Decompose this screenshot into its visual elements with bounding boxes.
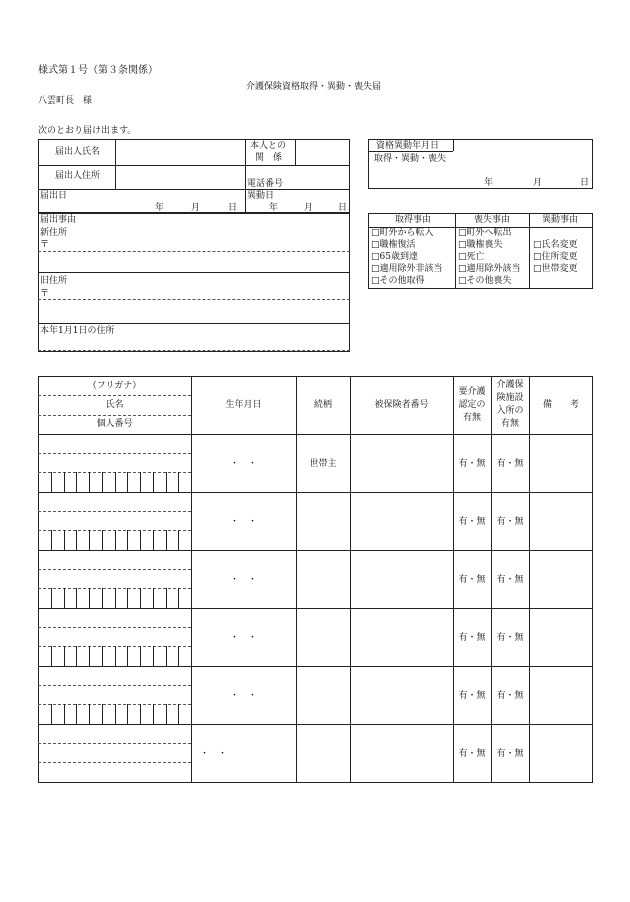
- remarks-header: 備 考: [542, 400, 579, 410]
- care-cert-header: 有無: [462, 413, 481, 423]
- relation-field[interactable]: [296, 140, 349, 164]
- acquire-option[interactable]: □65歳到達: [371, 252, 418, 262]
- change-option[interactable]: □氏名変更: [533, 240, 578, 250]
- loss-option[interactable]: □死亡: [458, 252, 485, 262]
- id-number-field[interactable]: [38, 473, 191, 491]
- furigana-field[interactable]: [38, 725, 191, 742]
- care-cert-toggle[interactable]: 有・無: [458, 575, 486, 585]
- remarks-field[interactable]: [530, 435, 592, 491]
- form-title: 介護保険資格取得・異動・喪失届: [246, 82, 382, 92]
- applicant-address-label: 届出人住所: [55, 171, 101, 181]
- report-month: 月: [191, 203, 201, 213]
- birth-date-field[interactable]: ・ ・: [230, 517, 258, 527]
- id-header: 個人番号: [96, 419, 133, 429]
- report-year: 年: [155, 203, 165, 213]
- insured-number-field[interactable]: [351, 435, 452, 491]
- furigana-field[interactable]: [38, 609, 191, 626]
- phone-label: 電話番号: [247, 179, 284, 189]
- id-number-field[interactable]: [38, 531, 191, 549]
- applicant-address-field[interactable]: [116, 166, 244, 188]
- addressee: 八雲町長 様: [38, 96, 93, 106]
- facility-toggle[interactable]: 有・無: [496, 749, 524, 759]
- jan1-address-label: 本年1月1日の住所: [40, 326, 115, 336]
- facility-toggle[interactable]: 有・無: [496, 575, 524, 585]
- remarks-field[interactable]: [530, 493, 592, 549]
- birth-date-field[interactable]: ・ ・: [230, 691, 258, 701]
- relation-label-2: 関 係: [255, 153, 283, 163]
- new-address-label: 新住所: [40, 228, 68, 238]
- facility-header: 険施設: [496, 393, 524, 403]
- furigana-field[interactable]: [38, 493, 191, 510]
- birth-date-field[interactable]: ・ ・: [230, 633, 258, 643]
- change-date-label: 異動日: [247, 191, 275, 201]
- applicant-name-field[interactable]: [116, 140, 244, 164]
- loss-header: 喪失事由: [474, 215, 511, 225]
- report-date-label: 届出日: [40, 191, 68, 201]
- new-postal-mark: 〒: [40, 240, 50, 250]
- furigana-field[interactable]: [38, 667, 191, 684]
- acquire-option[interactable]: □職権復活: [371, 240, 416, 250]
- old-postal-mark: 〒: [40, 289, 50, 299]
- care-cert-header: 認定の: [458, 400, 486, 410]
- phone-field[interactable]: [296, 166, 349, 188]
- care-cert-toggle[interactable]: 有・無: [458, 459, 486, 469]
- id-number-field[interactable]: [38, 705, 191, 723]
- name-header: 氏名: [105, 400, 124, 410]
- name-field[interactable]: [38, 686, 191, 703]
- insured-number-field[interactable]: [351, 493, 452, 549]
- change-option[interactable]: □世帯変更: [533, 264, 578, 274]
- facility-toggle[interactable]: 有・無: [496, 691, 524, 701]
- relation-field[interactable]: 世帯主: [309, 459, 337, 469]
- jan1-address-field[interactable]: [40, 338, 348, 350]
- loss-option[interactable]: □職権喪失: [458, 240, 503, 250]
- qualification-day: 日: [580, 178, 590, 188]
- id-number-field[interactable]: [38, 589, 191, 607]
- old-address-field[interactable]: [52, 288, 348, 322]
- new-address-field[interactable]: [52, 239, 348, 271]
- acquire-option[interactable]: □町外から転入: [371, 228, 434, 238]
- change-option[interactable]: □住所変更: [533, 252, 578, 262]
- care-cert-toggle[interactable]: 有・無: [458, 749, 486, 759]
- name-field[interactable]: [38, 628, 191, 645]
- birth-header: 生年月日: [225, 400, 262, 410]
- change-month: 月: [304, 203, 314, 213]
- care-cert-toggle[interactable]: 有・無: [458, 633, 486, 643]
- name-field[interactable]: [38, 512, 191, 529]
- furigana-header: （フリガナ）: [87, 381, 142, 391]
- furigana-field[interactable]: [38, 551, 191, 568]
- remarks-field[interactable]: [530, 667, 592, 723]
- name-field[interactable]: [38, 744, 191, 761]
- loss-option[interactable]: □適用除外該当: [458, 264, 521, 274]
- name-field[interactable]: [38, 570, 191, 587]
- applicant-name-label: 届出人氏名: [55, 147, 101, 157]
- change-header: 異動事由: [542, 215, 579, 225]
- loss-option[interactable]: □町外へ転出: [458, 228, 512, 238]
- qualification-label: 資格異動年月日: [376, 141, 440, 151]
- remarks-field[interactable]: [530, 725, 592, 781]
- care-cert-header: 要介護: [458, 387, 486, 397]
- report-day: 日: [228, 203, 238, 213]
- insured-number-field[interactable]: [351, 551, 452, 607]
- qualification-sub-label: 取得・異動・喪失: [374, 154, 447, 164]
- insured-number-field[interactable]: [351, 667, 452, 723]
- change-day: 日: [338, 203, 348, 213]
- insured-number-field[interactable]: [351, 609, 452, 665]
- id-number-field[interactable]: [38, 763, 191, 781]
- birth-date-field[interactable]: ・ ・: [230, 575, 258, 585]
- facility-header: 介護保: [496, 380, 524, 390]
- remarks-field[interactable]: [530, 551, 592, 607]
- facility-toggle[interactable]: 有・無: [496, 517, 524, 527]
- qualification-month: 月: [533, 178, 543, 188]
- form-number: 様式第１号（第３条関係）: [38, 65, 158, 76]
- care-cert-toggle[interactable]: 有・無: [458, 691, 486, 701]
- qualification-year: 年: [484, 178, 494, 188]
- old-address-label: 旧住所: [40, 276, 68, 286]
- care-cert-toggle[interactable]: 有・無: [458, 517, 486, 527]
- name-field[interactable]: [38, 454, 191, 471]
- id-number-field[interactable]: [38, 647, 191, 665]
- insured-no-header: 被保険者番号: [374, 400, 429, 410]
- acquire-option[interactable]: □その他取得: [371, 276, 425, 286]
- birth-date-field[interactable]: ・ ・: [200, 749, 228, 759]
- insured-number-field[interactable]: [351, 725, 452, 781]
- loss-option[interactable]: □その他喪失: [458, 276, 512, 286]
- acquire-header: 取得事由: [395, 215, 432, 225]
- remarks-field[interactable]: [530, 609, 592, 665]
- relation-header: 続柄: [313, 400, 332, 410]
- relation-label: 本人との: [250, 141, 287, 151]
- change-year: 年: [269, 203, 279, 213]
- acquire-option[interactable]: □適用除外非該当: [371, 264, 443, 274]
- facility-toggle[interactable]: 有・無: [496, 633, 524, 643]
- facility-header: 入所の: [496, 406, 524, 416]
- reason-label: 届出事由: [40, 215, 77, 225]
- facility-header: 有無: [500, 419, 519, 429]
- intro-text: 次のとおり届け出ます。: [38, 126, 137, 136]
- furigana-field[interactable]: [38, 435, 191, 452]
- facility-toggle[interactable]: 有・無: [496, 459, 524, 469]
- birth-date-field[interactable]: ・ ・: [230, 459, 258, 469]
